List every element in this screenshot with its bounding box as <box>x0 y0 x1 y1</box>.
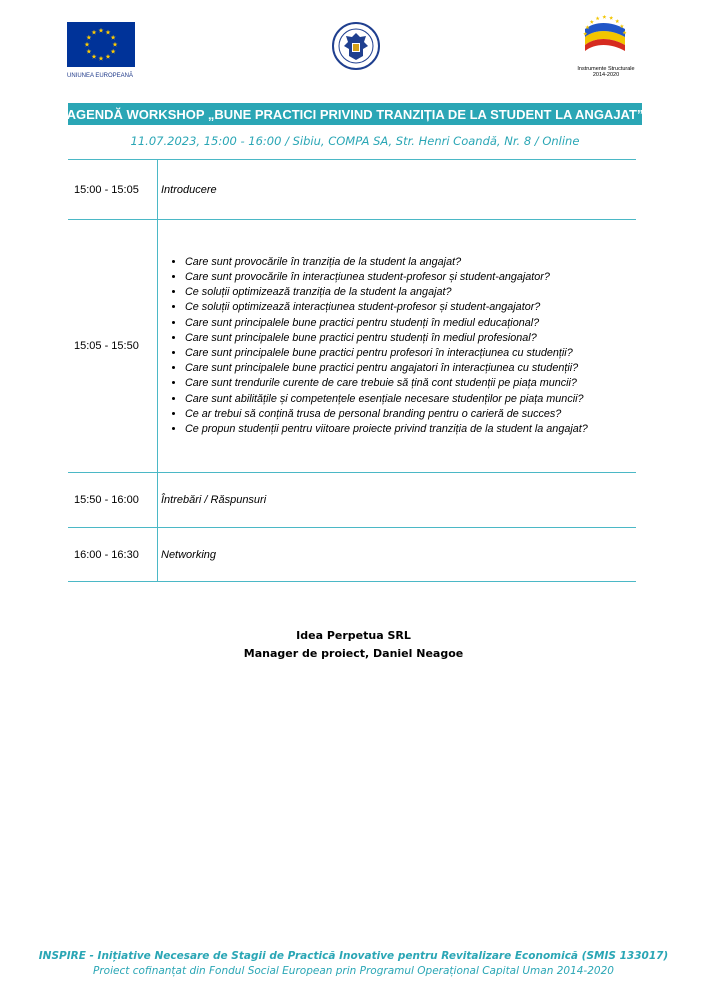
agenda-title: AGENDĂ WORKSHOP „BUNE PRACTICI PRIVIND TRANZIȚIA DE LA STUDENT LA ANGAJAT” <box>68 103 642 125</box>
question-list <box>161 255 636 437</box>
question-item: • Care sunt provocările în interacțiunea student-profesor și student-angajator? <box>185 270 636 285</box>
question-item: • Ce soluții optimizează tranziția de la student la angajat? <box>185 285 636 300</box>
agenda-subtitle: 11.07.2023, 15:00 - 16:00 / Sibiu, COMPA SA, Str. Henri Coandă, Nr. 8 / Online <box>130 134 580 148</box>
is-caption-line1: Instrumente Structurale <box>577 66 635 72</box>
footer-funding-line: Proiect cofinanțat din Fondul Social European prin Programul Operațional Capital Uman 2014-2020 <box>93 965 614 977</box>
organization-name: Idea Perpetua SRL <box>296 629 411 642</box>
is-star-icon <box>602 15 606 19</box>
coat-of-arms-icon <box>330 22 382 70</box>
agenda-table <box>68 159 636 582</box>
agenda-description: Întrebări / Răspunsuri <box>158 473 637 528</box>
structural-instruments-caption <box>569 66 643 78</box>
agenda-row <box>68 160 636 220</box>
project-manager: Manager de proiect, Daniel Neagoe <box>243 647 464 660</box>
question-item: • Care sunt principalele bune practici pentru angajatori în interacțiunea cu studenții? <box>185 361 636 376</box>
agenda-row <box>68 528 636 582</box>
agenda-description: Introducere <box>158 160 637 220</box>
structural-instruments-logo <box>569 15 643 85</box>
eu-logo <box>67 22 137 80</box>
agenda-time: 15:05 - 15:50 <box>68 220 158 473</box>
eu-flag-icon <box>67 22 135 67</box>
is-star-icon <box>615 19 619 23</box>
question-item: • Care sunt principalele bune practici pentru profesori în interacțiunea cu studenții? <box>185 346 636 361</box>
structural-instruments-icon <box>581 15 629 63</box>
agenda-questions <box>158 220 637 473</box>
question-item: • Ce propun studenții pentru viitoare proiecte privind tranziția de la student la angajat? <box>185 422 636 437</box>
eu-caption: UNIUNEA EUROPEANĂ <box>67 73 134 79</box>
question-item: • Care sunt trendurile curente de care trebuie să țină cont studenții pe piața muncii? <box>185 376 636 391</box>
question-item: • Care sunt abilitățile și competențele esențiale necesare studenților pe piața muncii? <box>185 392 636 407</box>
question-item: • Ce ar trebui să conțină trusa de personal branding pentru o carieră de succes? <box>185 407 636 422</box>
is-star-icon <box>596 16 600 20</box>
question-item: • Care sunt principalele bune practici pentru studenți în mediul profesional? <box>185 331 636 346</box>
signature-block <box>0 627 707 663</box>
agenda-row <box>68 220 636 473</box>
agenda-time: 16:00 - 16:30 <box>68 528 158 582</box>
footer-project-line: INSPIRE - Inițiative Necesare de Stagii de Practică Inovative pentru Revitalizare Economică (SMIS 133017) <box>38 950 669 962</box>
is-caption-line2: 2014-2020 <box>592 72 620 78</box>
question-item: • Care sunt provocările în tranziția de la student la angajat? <box>185 255 636 270</box>
is-star-icon <box>590 20 594 24</box>
footer <box>0 949 707 979</box>
question-item: • Care sunt principalele bune practici pentru studenți în mediul educațional? <box>185 316 636 331</box>
question-item: • Ce soluții optimizează interacțiunea student-profesor și student-angajator? <box>185 300 636 315</box>
agenda-row <box>68 473 636 528</box>
agenda-time: 15:00 - 15:05 <box>68 160 158 220</box>
agenda-time: 15:50 - 16:00 <box>68 473 158 528</box>
romania-government-logo <box>330 22 382 70</box>
is-star-icon <box>609 16 613 20</box>
agenda-description: Networking <box>158 528 637 582</box>
